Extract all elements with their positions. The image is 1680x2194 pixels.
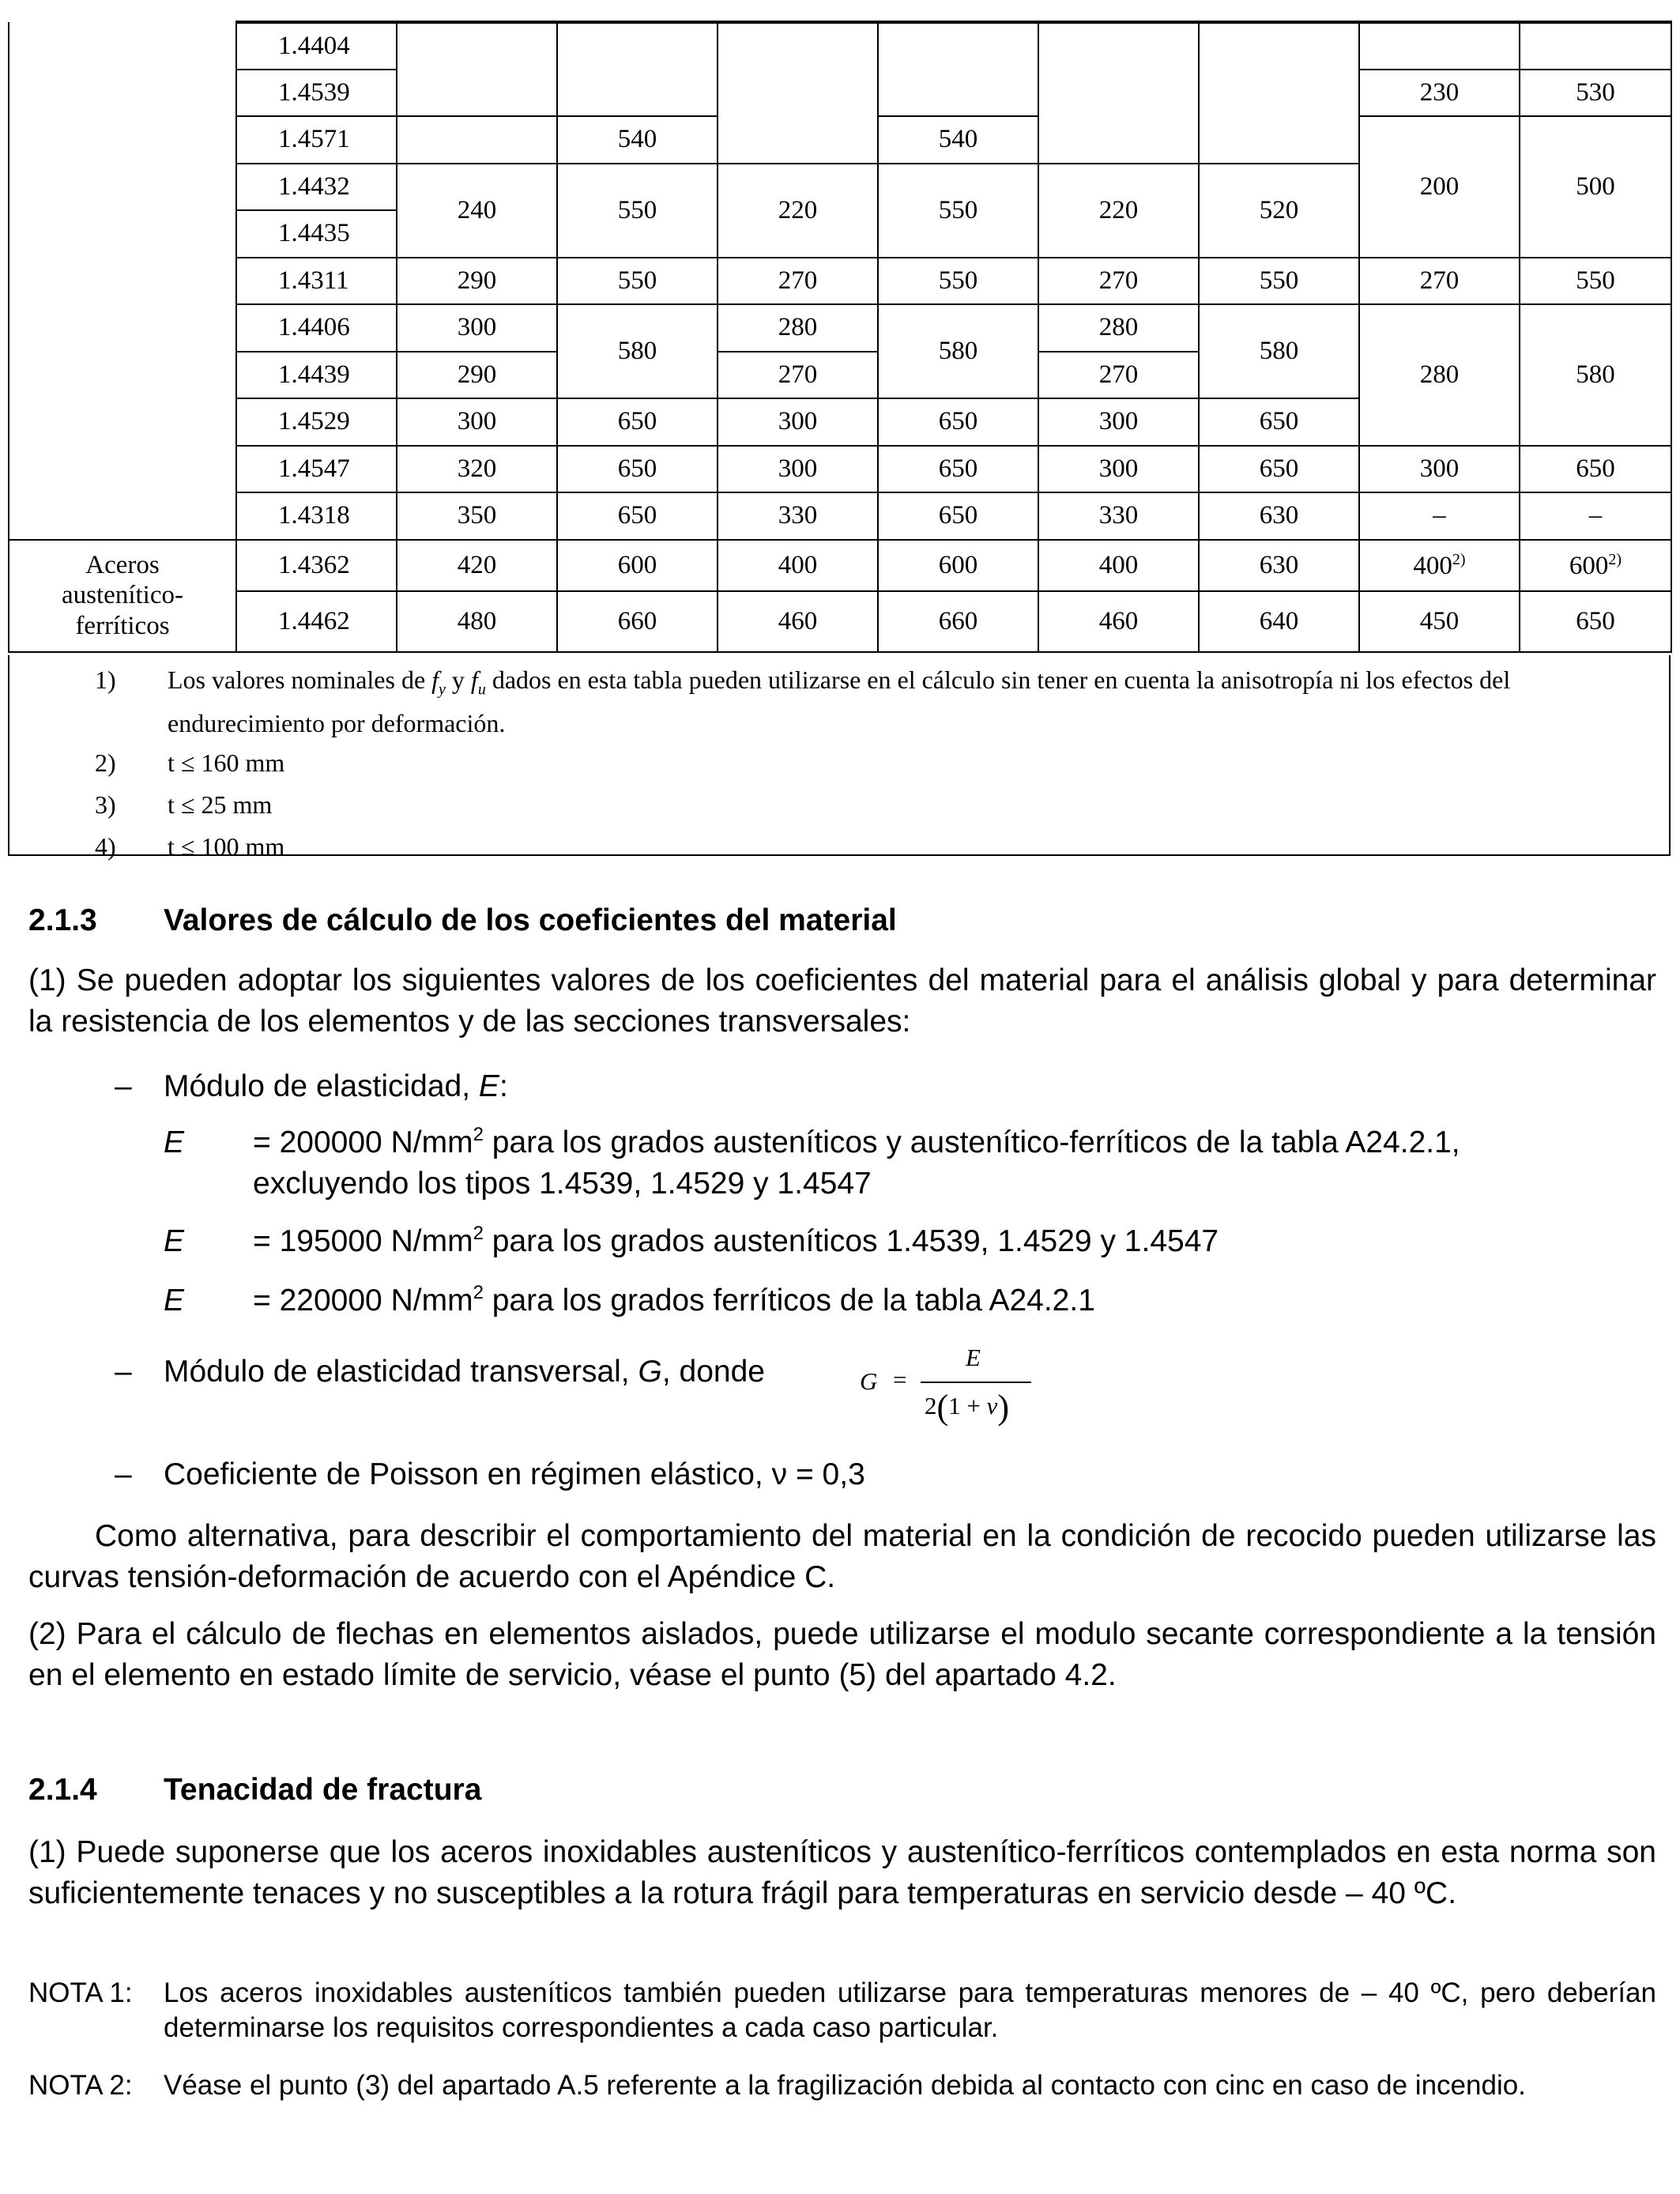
section-number: 2.1.3 [28,903,97,937]
table-cell: 650 [1199,398,1359,446]
table-cell: 240 [397,164,557,258]
formula-numerator: E [966,1344,981,1371]
note-label: NOTA 1: [28,1977,133,2008]
steel-grade: 1.4432 [236,164,397,211]
table-cell: 500 [1520,116,1671,258]
text-run: = 200000 N/mm [253,1125,473,1159]
table-cell [1520,540,1671,591]
footnote-text: t ≤ 160 mm [168,748,285,777]
table-cell: 550 [878,164,1038,258]
cell-value: 600 [1569,551,1609,580]
note-text: Véase el punto (3) del apartado A.5 referente a la fragilización debida al contacto con cinc en caso de incendio. [164,2070,1526,2101]
paren-close: ) [997,1388,1010,1427]
paragraph: Como alternativa, para describir el comportamiento del material en la condición de recocido pueden utilizarse las curvas tensión-deformación de acuerdo con el Apéndice C. [28,1519,1656,1594]
table-cell: 550 [1520,258,1671,305]
footnote-ref: 2) [1452,550,1466,568]
table-cell: 580 [1520,304,1671,446]
table-cell: 650 [878,492,1038,540]
table-cell: 520 [1199,164,1359,258]
table-cell [1038,22,1199,164]
text-run: y [445,665,471,694]
group-cell-austenitic [9,22,236,540]
table-cell: 660 [557,591,718,652]
note-label: NOTA 2: [28,2070,133,2101]
table-cell: 280 [718,304,878,352]
variable-e: E [164,1284,185,1318]
table-cell [1199,22,1359,164]
table-cell: 330 [1038,492,1199,540]
table-cell: 600 [878,540,1038,591]
table-cell: 290 [397,258,557,305]
material-properties-table [8,21,1672,653]
symbol-nu: ν [986,1392,998,1419]
footnote-number: 1) [95,665,116,694]
table-cell: 320 [397,446,557,493]
steel-grade: 1.4571 [236,116,397,164]
group-label-line: austenítico- [62,581,183,610]
table-cell: 300 [1359,446,1520,493]
bullet-text [164,1066,508,1107]
text-run: para los grados austeníticos 1.4539, 1.4529 y 1.4547 [483,1224,1219,1258]
steel-grade: 1.4547 [236,446,397,493]
paren-open: ( [936,1388,949,1427]
table-cell: – [1359,492,1520,540]
group-label-line: Aceros [85,550,160,579]
bullet-dash: – [115,1069,132,1103]
steel-grade: 1.4311 [236,258,397,305]
definition-line [253,1122,1460,1163]
cell-value: 400 [1413,551,1452,580]
table-cell [878,22,1038,116]
table-cell: 220 [1038,164,1199,258]
table-cell: 220 [718,164,878,258]
table-cell: 270 [718,352,878,399]
group-label-austenitic-ferritic [9,540,236,652]
text-run: Módulo de elasticidad, [164,1069,479,1103]
table-cell: 650 [557,492,718,540]
table-cell: 630 [1199,492,1359,540]
text-run: 1 + [948,1392,987,1419]
text-run: : [499,1069,508,1103]
paragraph: (2) Para el cálculo de flechas en elementos aislados, puede utilizarse el modulo secante correspondiente a la tensión en el elemento en estado límite de servicio, véase el punto (5) del apartado 4.2. [28,1617,1656,1692]
table-footnotes [8,655,1671,861]
table-cell: 450 [1359,591,1520,652]
text-run: 2 [925,1392,937,1419]
table-cell [1520,22,1671,70]
table-row [9,304,1671,352]
table-cell: 300 [718,446,878,493]
table-cell: 550 [1199,258,1359,305]
table-cell: 290 [397,352,557,399]
table-row [9,540,1671,591]
table-cell: 650 [1520,446,1671,493]
steel-grade: 1.4529 [236,398,397,446]
table-cell: 630 [1199,540,1359,591]
bullet-text: Coeficiente de Poisson en régimen elástico, ν = 0,3 [164,1457,865,1491]
symbol-sub: u [477,680,486,699]
text-run: = 195000 N/mm [253,1224,473,1258]
steel-grade: 1.4404 [236,22,397,70]
table-cell: 650 [557,398,718,446]
variable: E [478,1069,499,1103]
table-cell: 640 [1199,591,1359,652]
table-cell: 530 [1520,70,1671,117]
section-title: Valores de cálculo de los coeficientes del material [164,903,897,937]
table-cell: 280 [1038,304,1199,352]
variable: G [638,1355,662,1389]
table-cell: 270 [1359,258,1520,305]
table-cell: 550 [557,258,718,305]
table-cell: 230 [1359,70,1520,117]
steel-grade: 1.4406 [236,304,397,352]
footnote-text: t ≤ 25 mm [168,790,273,819]
formula-lhs: G [860,1367,878,1395]
formula-denominator [925,1387,1009,1427]
table-cell: 350 [397,492,557,540]
table-cell: 540 [878,116,1038,164]
formula-equals: = [893,1366,907,1393]
table-cell [718,22,878,164]
table-row [9,22,1671,70]
table-cell: 650 [878,398,1038,446]
steel-grade: 1.4318 [236,492,397,540]
table-cell [557,22,718,116]
table-row [9,492,1671,540]
section-number: 2.1.4 [28,1773,97,1807]
table-cell: 300 [397,398,557,446]
table-cell: 300 [1038,446,1199,493]
bullet-text [164,1351,765,1393]
text-run: para los grados austeníticos y austenítico-ferríticos de la tabla A24.2.1, [483,1125,1460,1159]
steel-grade: 1.4435 [236,210,397,258]
table-cell: 650 [557,446,718,493]
text-run: dados en esta tabla pueden utilizarse en el cálculo sin tener en cuenta la anisotropía ni los efectos del endurecimiento por deformación. [168,665,1511,738]
table-cell: 280 [1359,304,1520,446]
table-row [9,446,1671,493]
note-text: Los aceros inoxidables austeníticos también pueden utilizarse para temperaturas menores de – 40 ºC, pero deberían determinarse los requisitos correspondientes a cada caso particular. [164,1977,1656,2043]
definition-line: excluyendo los tipos 1.4539, 1.4529 y 1.4547 [253,1167,872,1201]
table-cell: 580 [557,304,718,398]
text-run: Módulo de elasticidad transversal, [164,1355,638,1389]
table-cell: 200 [1359,116,1520,258]
superscript: 2 [473,1124,484,1145]
text-run: = 220000 N/mm [253,1284,473,1318]
table-cell [1359,22,1520,70]
symbol-fu: f [470,665,478,694]
table-cell: 540 [557,116,718,164]
fraction-bar [921,1382,1031,1383]
table-cell: 300 [718,398,878,446]
bullet-dash: – [115,1355,132,1389]
table-cell: 580 [878,304,1038,398]
footnote-ref: 2) [1608,550,1622,568]
steel-grade: 1.4439 [236,352,397,399]
footnote-text [168,663,1649,741]
table-cell: 420 [397,540,557,591]
superscript: 2 [473,1282,484,1303]
steel-grade: 1.4362 [236,540,397,591]
table-cell: 270 [1038,352,1199,399]
superscript: 2 [473,1223,484,1244]
steel-grade: 1.4539 [236,70,397,117]
bullet-dash: – [115,1457,132,1491]
paragraph: (1) Se pueden adoptar los siguientes valores de los coeficientes del material para el análisis global y para determinar la resistencia de los elementos y de las secciones transversales: [28,963,1656,1039]
paragraph: (1) Puede suponerse que los aceros inoxidables austeníticos y austenítico-ferríticos contemplados en esta norma son suficientemente tenaces y no susceptibles a la rotura frágil para temperaturas en servicio desde – 40 ºC. [28,1835,1656,1910]
footnote-text: t ≤ 100 mm [168,832,285,861]
table-cell: 580 [1199,304,1359,398]
table-cell: 550 [557,164,718,258]
table-cell [397,116,557,164]
text-run: , donde [661,1355,765,1389]
table-cell: 460 [718,591,878,652]
group-label-line: ferríticos [75,611,170,640]
text-run: Los valores nominales de [168,665,432,694]
table-cell [397,22,557,116]
table-cell: 330 [718,492,878,540]
table-cell: 660 [878,591,1038,652]
table-cell: 400 [718,540,878,591]
table-cell: 600 [557,540,718,591]
table-cell: 460 [1038,591,1199,652]
table-cell: 300 [397,304,557,352]
table-cell: 270 [718,258,878,305]
table-cell: 300 [1038,398,1199,446]
table-cell: 650 [1520,591,1671,652]
table-cell: 400 [1038,540,1199,591]
steel-grade: 1.4462 [236,591,397,652]
table-cell: 550 [878,258,1038,305]
table-cell: 650 [1199,446,1359,493]
table-cell: 650 [878,446,1038,493]
symbol-fy: f [431,665,439,694]
definition-line [253,1221,1219,1262]
table-cell: 480 [397,591,557,652]
footnote-number: 4) [95,832,116,861]
symbol-sub: y [439,680,446,699]
variable-e: E [164,1125,185,1159]
footnote-number: 3) [95,790,116,819]
text-run: para los grados ferríticos de la tabla A24.2.1 [483,1284,1095,1318]
variable-e: E [164,1224,185,1258]
table-cell [1359,540,1520,591]
footnote-number: 2) [95,748,116,777]
table-cell: 270 [1038,258,1199,305]
table-cell: – [1520,492,1671,540]
table-row [9,258,1671,305]
definition-line [253,1280,1095,1321]
table-row [9,591,1671,652]
section-title: Tenacidad de fractura [164,1773,482,1807]
